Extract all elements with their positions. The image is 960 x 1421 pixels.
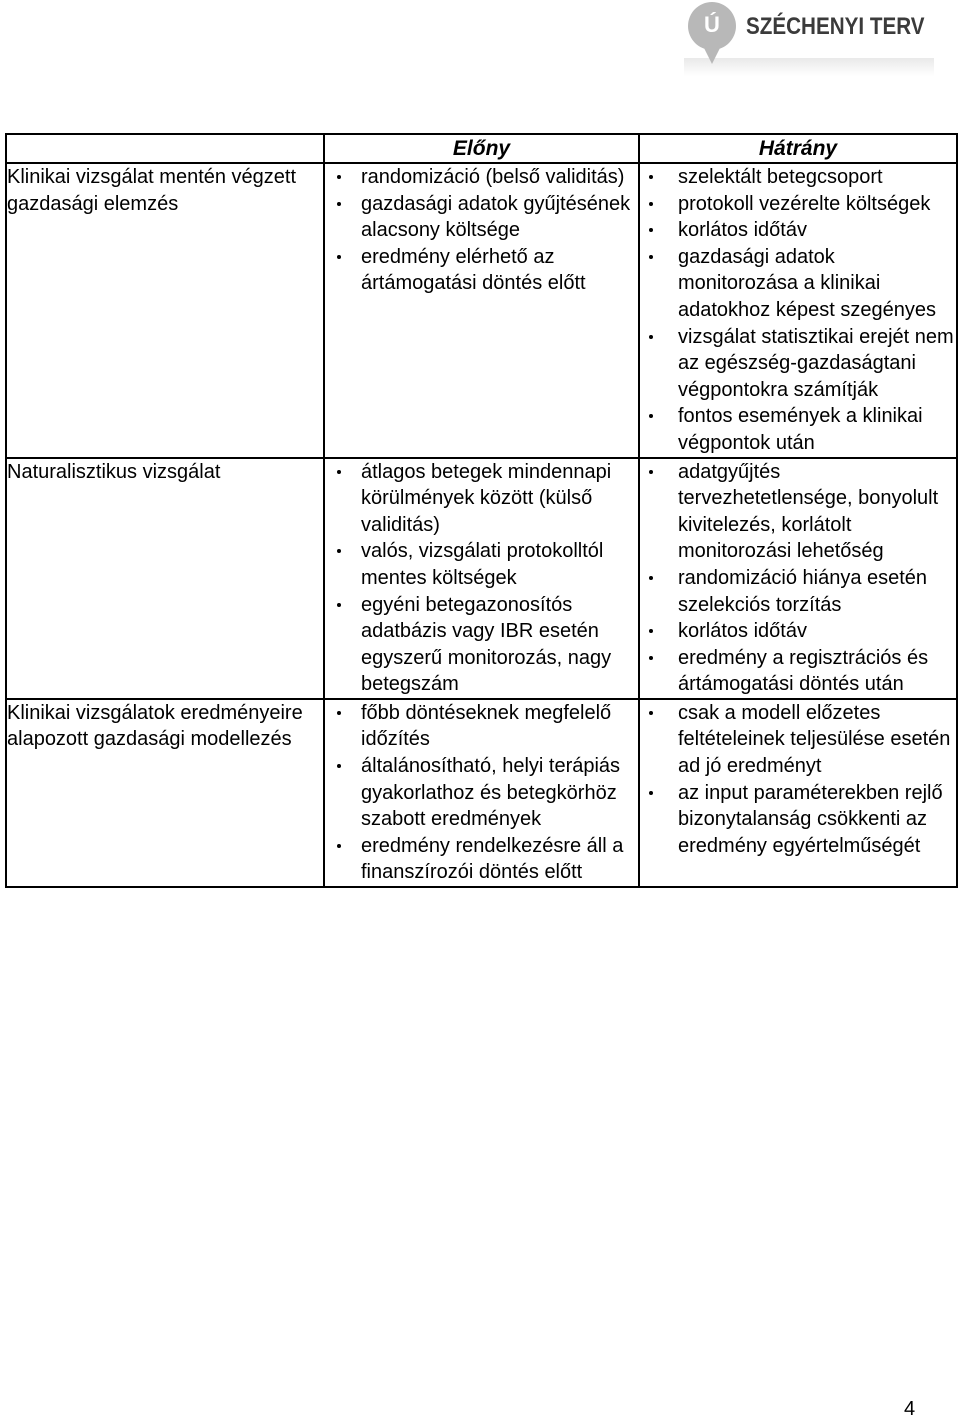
cons-cell [639, 458, 957, 699]
list-item: vizsgálat statisztikai erejét nem az egészség-gazdaságtani végpontokra számítják [640, 324, 956, 404]
list-item: adatgyűjtés tervezhetetlensége, bonyolult kivitelezés, korlátolt monitorozási lehetőség [640, 459, 956, 565]
logo-text: SZÉCHENYI TERV [746, 13, 925, 40]
list-item: eredmény rendelkezésre áll a finanszírozói döntés előtt [325, 833, 638, 886]
cons-cell [639, 699, 957, 887]
list-item: korlátos időtáv [640, 618, 956, 645]
row-label: Klinikai vizsgálat mentén végzett gazdasági elemzés [6, 163, 324, 458]
list-item: gazdasági adatok monitorozása a klinikai adatokhoz képest szegényes [640, 244, 956, 324]
list-item: az input paraméterekben rejlő bizonytalanság csökkenti az eredmény egyértelműségét [640, 780, 956, 860]
pros-cell [324, 458, 639, 699]
logo-mark-text: Ú [704, 12, 720, 37]
list-item: általánosítható, helyi terápiás gyakorlathoz és betegkörhöz szabott eredmények [325, 753, 638, 833]
list-item: gazdasági adatok gyűjtésének alacsony költsége [325, 191, 638, 244]
pros-cell [324, 699, 639, 887]
cons-list [640, 700, 956, 860]
pros-list [325, 459, 638, 698]
list-item: csak a modell előzetes feltételeinek teljesülése esetén ad jó eredményt [640, 700, 956, 780]
list-item: főbb döntéseknek megfelelő időzítés [325, 700, 638, 753]
cons-list [640, 459, 956, 698]
pros-list [325, 164, 638, 297]
header-cell-method [6, 134, 324, 163]
list-item: randomizáció hiánya esetén szelekciós torzítás [640, 565, 956, 618]
page-number: 4 [904, 1398, 916, 1420]
list-item: fontos események a klinikai végpontok után [640, 403, 956, 456]
pros-cell [324, 163, 639, 458]
list-item: eredmény elérhető az ártámogatási döntés előtt [325, 244, 638, 297]
cons-list [640, 164, 956, 457]
list-item: valós, vizsgálati protokolltól mentes költségek [325, 538, 638, 591]
logo-shadow [684, 58, 934, 76]
header-cell-disadvantage: Hátrány [639, 134, 957, 163]
cons-cell [639, 163, 957, 458]
list-item: szelektált betegcsoport [640, 164, 956, 191]
list-item: korlátos időtáv [640, 217, 956, 244]
header-cell-advantage: Előny [324, 134, 639, 163]
pros-list [325, 700, 638, 886]
row-label: Naturalisztikus vizsgálat [6, 458, 324, 699]
list-item: egyéni betegazonosítós adatbázis vagy IBR esetén egyszerű monitorozás, nagy betegszám [325, 592, 638, 698]
table-header-row [6, 134, 957, 163]
list-item: eredmény a regisztrációs és ártámogatási döntés után [640, 645, 956, 698]
comparison-table [5, 133, 958, 888]
list-item: átlagos betegek mindennapi körülmények között (külső validitás) [325, 459, 638, 539]
szechenyi-terv-logo [684, 0, 934, 62]
row-label: Klinikai vizsgálatok eredményeire alapozott gazdasági modellezés [6, 699, 324, 887]
list-item: protokoll vezérelte költségek [640, 191, 956, 218]
table-row [6, 458, 957, 699]
logo-pin-icon [688, 2, 736, 50]
list-item: randomizáció (belső validitás) [325, 164, 638, 191]
table-row [6, 163, 957, 458]
table-row [6, 699, 957, 887]
